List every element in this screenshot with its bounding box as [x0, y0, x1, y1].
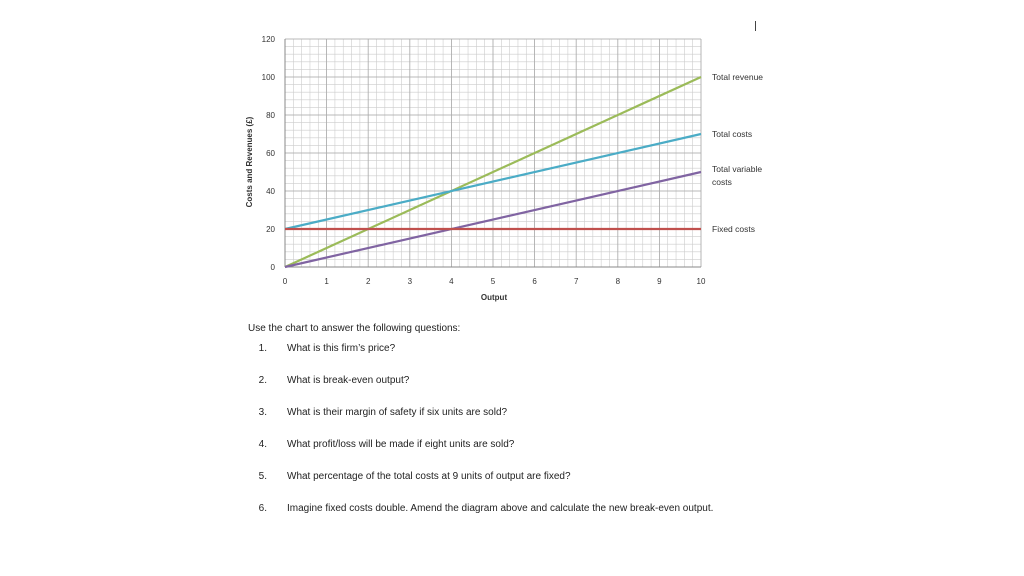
question-number: 3. — [258, 407, 267, 418]
question-item — [248, 439, 768, 451]
x-tick-label: 5 — [490, 277, 496, 286]
question-item — [248, 407, 768, 419]
question-text: What percentage of the total costs at 9 units of output are fixed? — [287, 471, 571, 482]
x-tick-label: 8 — [615, 277, 621, 286]
question-text: Imagine fixed costs double. Amend the diagram above and calculate the new break-even output. — [287, 503, 714, 514]
x-tick-label: 0 — [282, 277, 288, 286]
y-tick-label: 80 — [266, 111, 275, 120]
y-tick-label: 40 — [266, 187, 275, 196]
x-tick-label: 7 — [573, 277, 579, 286]
x-tick-label: 2 — [365, 277, 371, 286]
question-item — [248, 503, 768, 515]
question-text: What profit/loss will be made if eight units are sold? — [287, 439, 515, 450]
x-tick-label: 10 — [696, 277, 706, 286]
y-tick-label: 0 — [270, 263, 275, 272]
question-item — [248, 343, 768, 355]
question-number: 1. — [258, 343, 267, 354]
series-label: Total costs — [712, 129, 753, 139]
series-label: Fixed costs — [712, 224, 755, 234]
question-text: What is break-even output? — [287, 375, 410, 386]
y-tick-label: 100 — [261, 73, 275, 82]
x-tick-label: 9 — [657, 277, 662, 286]
text-cursor — [755, 21, 756, 31]
question-item — [248, 375, 768, 387]
questions-section — [248, 323, 768, 535]
x-tick-label: 1 — [324, 277, 329, 286]
question-text: What is their margin of safety if six units are sold? — [287, 407, 508, 418]
x-tick-label: 4 — [449, 277, 454, 286]
question-number: 5. — [258, 471, 267, 482]
x-tick-label: 3 — [407, 277, 413, 286]
x-axis-title: Output — [480, 293, 508, 302]
chart-grid — [285, 39, 701, 267]
series-label: Total variable costs — [712, 164, 763, 187]
question-list — [248, 343, 768, 515]
y-tick-label: 120 — [261, 35, 275, 44]
series-label: Total revenue — [712, 72, 764, 82]
y-tick-label: 60 — [266, 149, 275, 158]
question-text: What is this firm’s price? — [287, 343, 396, 354]
x-tick-label: 6 — [532, 277, 537, 286]
y-tick-label: 20 — [266, 225, 275, 234]
question-number: 4. — [258, 439, 267, 450]
question-number: 6. — [258, 503, 267, 514]
y-axis-title: Costs and Revenues (£) — [245, 116, 254, 208]
questions-intro: Use the chart to answer the following questions: — [248, 323, 461, 334]
question-number: 2. — [258, 375, 267, 386]
question-item — [248, 471, 768, 483]
